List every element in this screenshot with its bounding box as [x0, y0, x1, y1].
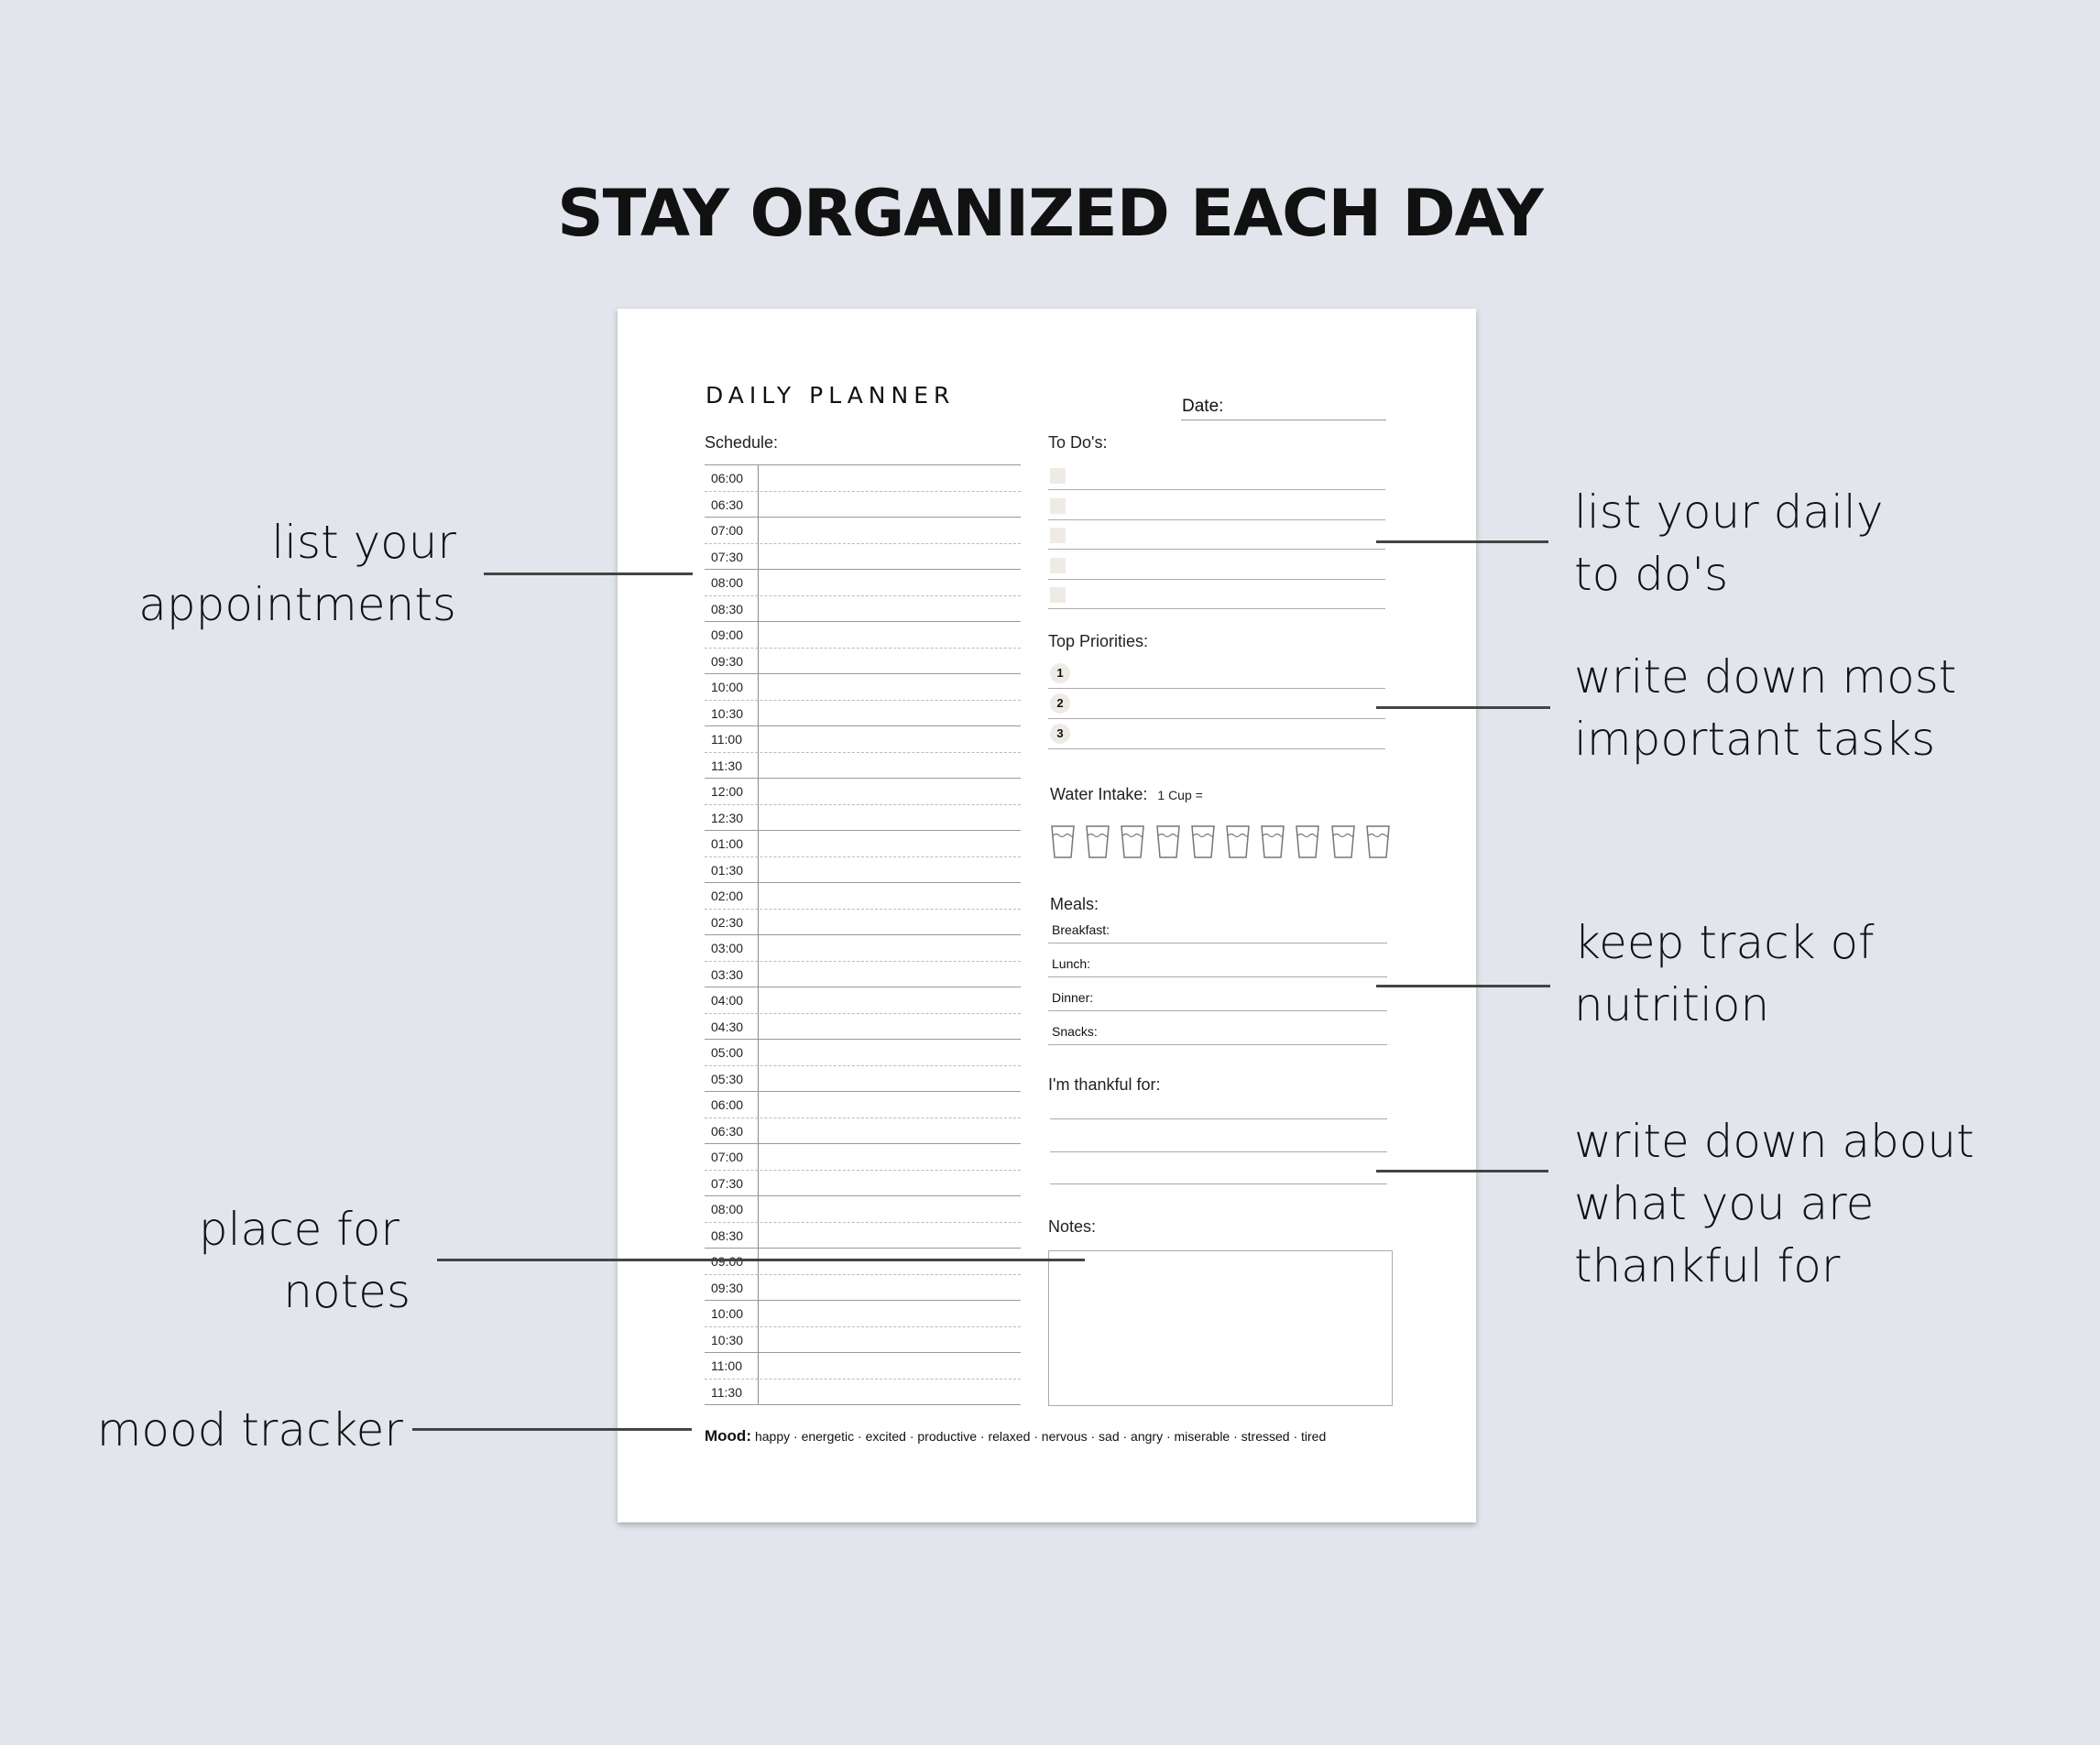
schedule-row[interactable]: [705, 1301, 1021, 1327]
meal-label: Snacks:: [1052, 1024, 1098, 1039]
schedule-time: 05:00: [711, 1045, 744, 1060]
schedule-time: 06:00: [711, 471, 744, 485]
annotation-line: thankful for: [1574, 1239, 1841, 1292]
priority-row[interactable]: [1048, 689, 1385, 719]
schedule-row[interactable]: [705, 465, 1021, 492]
schedule-time: 06:30: [711, 496, 744, 512]
annotation-line: notes: [283, 1265, 410, 1318]
schedule-time: 02:30: [711, 914, 744, 930]
todo-checkbox[interactable]: [1050, 498, 1066, 514]
water-cup-icon[interactable]: [1261, 825, 1285, 858]
annotation-line: nutrition: [1574, 978, 1770, 1031]
annotation-line: list your: [271, 516, 456, 569]
water-cup-icon[interactable]: [1296, 825, 1319, 858]
priority-row[interactable]: [1048, 659, 1385, 689]
schedule-row[interactable]: [705, 1380, 1021, 1406]
schedule-time: 11:30: [711, 758, 742, 773]
schedule-row[interactable]: [705, 831, 1021, 857]
schedule-row[interactable]: [705, 544, 1021, 571]
schedule-row[interactable]: [705, 1171, 1021, 1197]
todo-checkbox[interactable]: [1050, 587, 1066, 603]
schedule-row[interactable]: [705, 1353, 1021, 1380]
schedule-row[interactable]: [705, 1092, 1021, 1118]
annotation-line: place for: [198, 1203, 399, 1256]
schedule-time: 09:30: [711, 653, 744, 669]
todos-label: To Do's:: [1048, 433, 1108, 452]
schedule-time: 08:30: [711, 1227, 744, 1243]
schedule-time: 01:00: [711, 836, 744, 851]
mood-options: happy · energetic · excited · productive · relaxed · nervous · sad · angry · miserable · stressed · tired: [754, 1429, 1327, 1444]
leader-tasks: [1376, 706, 1550, 709]
schedule-row[interactable]: [705, 1275, 1021, 1302]
thankful-line[interactable]: [1050, 1151, 1387, 1152]
schedule-time: 09:30: [711, 1280, 744, 1295]
schedule-time: 11:00: [711, 732, 742, 747]
todo-checkbox[interactable]: [1050, 558, 1066, 573]
schedule-time: 12:30: [711, 810, 744, 825]
schedule-row[interactable]: [705, 753, 1021, 780]
mood-tracker: [705, 1427, 1326, 1445]
schedule-time: 08:00: [711, 575, 744, 590]
schedule-time: 06:00: [711, 1097, 744, 1112]
todo-row[interactable]: [1048, 461, 1385, 490]
water-cup-icon[interactable]: [1051, 825, 1075, 858]
meal-row[interactable]: [1048, 1011, 1387, 1045]
schedule-row[interactable]: [705, 883, 1021, 910]
todo-row[interactable]: [1048, 551, 1385, 580]
annotation-line: appointments: [138, 578, 456, 631]
schedule-time: 11:00: [711, 1358, 742, 1373]
water-cup-icon[interactable]: [1156, 825, 1180, 858]
headline: STAY ORGANIZED EACH DAY: [557, 176, 1543, 251]
schedule-row[interactable]: [705, 622, 1021, 649]
water-cup-icon[interactable]: [1191, 825, 1215, 858]
schedule-row[interactable]: [705, 1196, 1021, 1223]
schedule-row[interactable]: [705, 1223, 1021, 1249]
schedule-row[interactable]: [705, 1014, 1021, 1041]
schedule-row[interactable]: [705, 910, 1021, 936]
meal-label: Breakfast:: [1052, 922, 1110, 937]
schedule-row[interactable]: [705, 1066, 1021, 1093]
schedule-row[interactable]: [705, 1249, 1021, 1275]
schedule-time: 07:00: [711, 523, 744, 538]
schedule-time: 10:00: [711, 680, 744, 694]
schedule-row[interactable]: [705, 701, 1021, 727]
water-cups: [1051, 825, 1390, 862]
water-intake-label: Water Intake:: [1050, 785, 1148, 803]
schedule-time: 07:00: [711, 1150, 744, 1164]
schedule-time: 08:00: [711, 1202, 744, 1216]
todo-row[interactable]: [1048, 520, 1385, 550]
annotation-line: list your daily: [1574, 485, 1884, 539]
schedule-row[interactable]: [705, 805, 1021, 832]
schedule-time: 10:30: [711, 705, 744, 721]
schedule-row[interactable]: [705, 987, 1021, 1014]
water-label: [1050, 785, 1203, 804]
notes-label: Notes:: [1048, 1217, 1097, 1236]
schedule-time: 11:30: [711, 1384, 742, 1400]
schedule-time: 04:00: [711, 993, 744, 1008]
todo-row[interactable]: [1048, 580, 1385, 609]
annotation-todos: [1574, 481, 1883, 605]
schedule-time: 07:30: [711, 549, 744, 564]
meal-row[interactable]: [1048, 910, 1387, 943]
thankful-label: I'm thankful for:: [1048, 1075, 1161, 1094]
schedule-row[interactable]: [705, 596, 1021, 623]
todo-checkbox[interactable]: [1050, 528, 1066, 543]
schedule-time: 10:00: [711, 1306, 744, 1321]
schedule-time: 02:00: [711, 889, 744, 903]
annotation-line: important tasks: [1574, 713, 1936, 766]
annotation-mood: [55, 1399, 403, 1461]
annotation-line: keep track of: [1574, 916, 1875, 969]
water-cup-icon[interactable]: [1121, 825, 1144, 858]
schedule-row[interactable]: [705, 1144, 1021, 1171]
annotation-line: what you are: [1574, 1177, 1875, 1230]
leader-thankful: [1376, 1170, 1548, 1172]
schedule-time: 01:30: [711, 862, 744, 878]
annotation-line: mood tracker: [96, 1403, 403, 1456]
schedule-row[interactable]: [705, 674, 1021, 701]
priorities-label: Top Priorities:: [1048, 632, 1149, 650]
annotation-line: write down about: [1574, 1115, 1974, 1168]
schedule-time: 09:00: [711, 627, 744, 642]
leader-notes: [437, 1259, 1085, 1261]
meal-row[interactable]: [1048, 943, 1387, 977]
mood-label: Mood:: [705, 1427, 751, 1445]
schedule-time: 09:00: [711, 1254, 744, 1269]
annotation-appointments: [92, 511, 456, 636]
schedule-row[interactable]: [705, 518, 1021, 544]
meal-row[interactable]: [1048, 977, 1387, 1011]
water-cup-icon[interactable]: [1226, 825, 1250, 858]
schedule-row[interactable]: [705, 857, 1021, 884]
schedule-label: Schedule:: [705, 433, 779, 452]
schedule-row[interactable]: [705, 1118, 1021, 1145]
schedule-time: 12:00: [711, 784, 744, 799]
water-unit: 1 Cup =: [1157, 788, 1203, 802]
annotation-tasks: [1574, 646, 1956, 770]
schedule-time: 04:30: [711, 1019, 744, 1034]
schedule-row[interactable]: [705, 726, 1021, 753]
schedule-row[interactable]: [705, 649, 1021, 675]
schedule-time: 03:30: [711, 966, 744, 982]
thankful-line[interactable]: [1050, 1183, 1387, 1184]
planner-title: DAILY PLANNER: [705, 382, 956, 409]
meal-label: Lunch:: [1052, 956, 1091, 971]
leader-mood: [412, 1428, 692, 1431]
annotation-thankful: [1574, 1110, 1974, 1297]
schedule-time: 07:30: [711, 1175, 744, 1191]
schedule-time: 03:00: [711, 941, 744, 955]
schedule-time: 05:30: [711, 1071, 744, 1086]
schedule-row[interactable]: [705, 570, 1021, 596]
annotation-line: to do's: [1574, 548, 1729, 601]
planner-sheet: [618, 309, 1476, 1522]
water-cup-icon[interactable]: [1331, 825, 1355, 858]
meal-label: Dinner:: [1052, 990, 1094, 1005]
date-label: Date:: [1182, 397, 1224, 416]
priority-row[interactable]: [1048, 719, 1385, 749]
leader-appointments: [484, 573, 693, 575]
schedule-row[interactable]: [705, 962, 1021, 988]
schedule-time: 06:30: [711, 1123, 744, 1139]
todo-checkbox[interactable]: [1050, 468, 1066, 484]
priority-number: 2: [1050, 693, 1070, 714]
schedule-row[interactable]: [705, 935, 1021, 962]
schedule-grid: [705, 464, 1021, 1405]
annotation-notes: [92, 1198, 410, 1323]
schedule-time: 08:30: [711, 601, 744, 616]
schedule-row[interactable]: [705, 779, 1021, 805]
notes-box[interactable]: [1048, 1250, 1393, 1406]
leader-nutrition: [1376, 985, 1550, 987]
priority-number: 3: [1050, 724, 1070, 744]
schedule-row[interactable]: [705, 1327, 1021, 1354]
priority-number: 1: [1050, 663, 1070, 683]
annotation-nutrition: [1574, 911, 1875, 1036]
leader-todos: [1376, 540, 1548, 543]
water-cup-icon[interactable]: [1086, 825, 1110, 858]
schedule-time: 10:30: [711, 1332, 744, 1347]
schedule-row[interactable]: [705, 492, 1021, 518]
water-cup-icon[interactable]: [1366, 825, 1390, 858]
meals-label: Meals:: [1050, 895, 1099, 913]
todo-row[interactable]: [1048, 491, 1385, 520]
thankful-line[interactable]: [1050, 1118, 1387, 1119]
annotation-line: write down most: [1574, 650, 1957, 703]
schedule-row[interactable]: [705, 1040, 1021, 1066]
